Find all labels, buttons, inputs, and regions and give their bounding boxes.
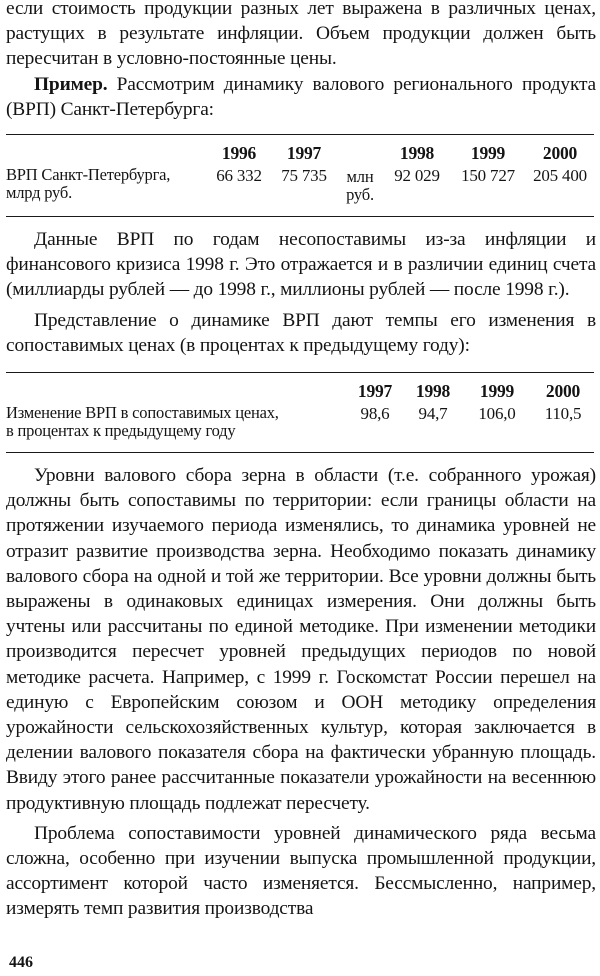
paragraph-incomparable: Данные ВРП по годам несопоставимы из-за инфляции и финансового кризиса 1998 г. Это отражается и в различии единиц счета (миллиарды рублей — до 1998 г., миллионы рублей — после 1998 г.). xyxy=(6,229,596,301)
vrp-year-1998: 1998 xyxy=(399,143,435,164)
vrp-value-1998: 92 029 xyxy=(394,166,440,186)
example-label: Пример. xyxy=(34,73,108,95)
paragraph-grain-harvest: Уровни валового сбора зерна в области (т.е. собранного урожая) должны быть сопоставимы по территории: если границы области на протяжении изучаемого периода изменялись, то динамика уровней не отразит развитие производства зерна. Необходимо показать динамику валового сбора на одной и той же территории. Все уровни должны быть выражены в одинаковых единицах измерения. Они должны быть учтены или рассчитаны по единой методике. При изменении методики производится пересчет уровней предыдущих периодов по новой методике расчета. Например, с 1999 г. Госкомстат России перешел на единую с Европейским союзом и ООН методику определения урожайности сельскохозяйственных культур, которая заключается в делении валового показателя сбора на фактически убранную площадь. Ввиду этого ранее рассчитанные показатели урожайности на весеннюю продуктивную площадь подлежат пересчету. xyxy=(6,465,596,814)
growth-value-2000: 110,5 xyxy=(544,404,582,424)
vrp-row-label: ВРП Санкт-Петербурга, млрд руб. xyxy=(6,165,171,203)
growth-value-1999: 106,0 xyxy=(478,404,516,424)
page-number: 446 xyxy=(9,954,33,971)
growth-table-row xyxy=(6,402,594,453)
vrp-value-1996: 66 332 xyxy=(216,166,262,186)
growth-table xyxy=(6,372,594,463)
example-text: Рассмотрим динамику валового регионального продукта (ВРП) Санкт-Петербурга: xyxy=(6,73,596,120)
vrp-unit-label: млн руб. xyxy=(346,167,374,205)
growth-table-header xyxy=(6,373,594,403)
paragraph-example xyxy=(6,72,596,122)
vrp-year-1999: 1999 xyxy=(470,143,506,164)
paragraph-intro: если стоимость продукции разных лет выражена в различных ценах, растущих в результате инфляции. Объем продукции должен быть пересчитан в условно-постоянные цены. xyxy=(6,0,596,70)
growth-value-1997: 98,6 xyxy=(360,404,390,424)
vrp-value-2000: 205 400 xyxy=(533,166,587,186)
vrp-year-2000: 2000 xyxy=(542,143,578,164)
page-content xyxy=(6,0,596,922)
paragraph-comparability: Проблема сопоставимости уровней динамического ряда весьма сложна, особенно при изучении выпуска промышленной продукции, ассортимент которой часто изменяется. Бессмысленно, например, измерять темп развития производства xyxy=(6,822,596,920)
vrp-value-1999: 150 727 xyxy=(461,166,515,186)
vrp-table-row xyxy=(6,164,594,217)
vrp-year-1997: 1997 xyxy=(286,143,322,164)
paragraph-growth-rates: Представление о динамике ВРП дают темпы его изменения в сопоставимых ценах (в процентах к предыдущему году): xyxy=(6,309,596,356)
growth-value-1998: 94,7 xyxy=(418,404,448,424)
growth-row-label: Изменение ВРП в сопоставимых ценах, в процентах к предыдущему году xyxy=(6,403,279,441)
growth-year-1998: 1998 xyxy=(415,381,451,402)
growth-year-1999: 1999 xyxy=(479,381,515,402)
vrp-table-header xyxy=(6,135,594,165)
growth-year-2000: 2000 xyxy=(545,381,581,402)
vrp-value-1997: 75 735 xyxy=(281,166,327,186)
growth-year-1997: 1997 xyxy=(357,381,393,402)
vrp-year-1996: 1996 xyxy=(221,143,257,164)
vrp-table xyxy=(6,134,594,227)
